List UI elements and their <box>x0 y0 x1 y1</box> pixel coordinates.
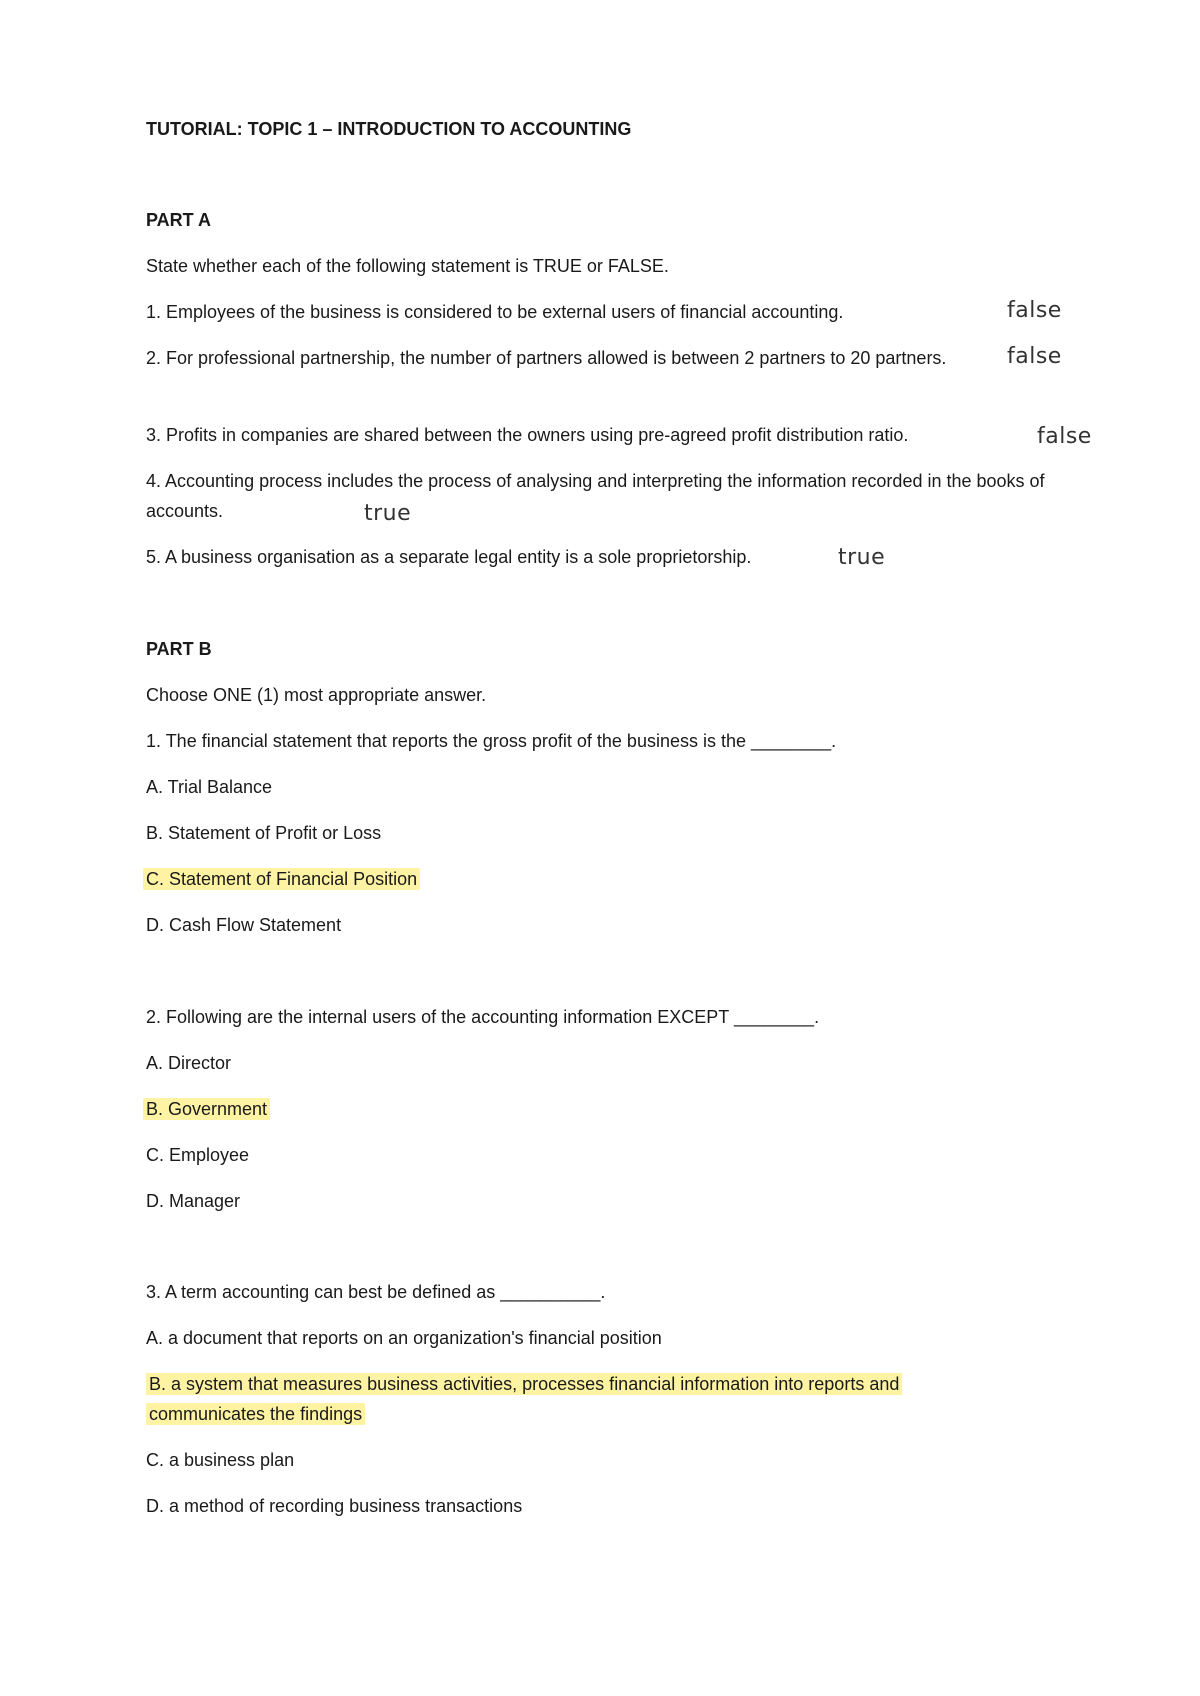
question-2-option-c: C. Employee <box>146 1145 250 1165</box>
page-title: TUTORIAL: TOPIC 1 – INTRODUCTION TO ACCOUNTING <box>146 119 632 139</box>
part-a-item-3: 3. Profits in companies are shared between the owners using pre-agreed profit distribution ratio. <box>146 425 909 445</box>
question-3-option-c: C. a business plan <box>146 1450 295 1470</box>
question-2: 2. Following are the internal users of the accounting information EXCEPT ________. <box>146 1007 820 1027</box>
part-a-item-2: 2. For professional partnership, the number of partners allowed is between 2 partners to 20 partners. <box>146 348 947 368</box>
part-b-heading: PART B <box>146 639 212 659</box>
question-1-option-a: A. Trial Balance <box>146 777 273 797</box>
highlighted-answer: C. Statement of Financial Position <box>143 868 420 890</box>
handwritten-answer-2: false <box>1007 344 1062 369</box>
part-a-instruction: State whether each of the following statement is TRUE or FALSE. <box>146 256 669 276</box>
question-2-option-b <box>146 1094 1066 1124</box>
question-1-option-c <box>146 864 1066 894</box>
question-3-option-b <box>146 1369 1006 1429</box>
part-a-item-5: 5. A business organisation as a separate legal entity is a sole proprietorship. <box>146 547 752 567</box>
question-1-option-b: B. Statement of Profit or Loss <box>146 823 382 843</box>
question-2-option-d: D. Manager <box>146 1191 241 1211</box>
question-3: 3. A term accounting can best be defined as __________. <box>146 1282 606 1302</box>
question-1: 1. The financial statement that reports the gross profit of the business is the ________. <box>146 731 837 751</box>
part-a-item-1: 1. Employees of the business is considered to be external users of financial accounting. <box>146 302 844 322</box>
highlighted-answer: B. Government <box>143 1098 270 1120</box>
part-b-instruction: Choose ONE (1) most appropriate answer. <box>146 685 487 705</box>
part-a-heading: PART A <box>146 210 211 230</box>
question-1-option-d: D. Cash Flow Statement <box>146 915 342 935</box>
handwritten-answer-3: false <box>1037 424 1092 449</box>
question-3-option-a: A. a document that reports on an organization's financial position <box>146 1328 662 1348</box>
question-2-option-a: A. Director <box>146 1053 232 1073</box>
part-a-item-4: 4. Accounting process includes the process of analysing and interpreting the information recorded in the books of accounts. <box>146 471 1045 521</box>
handwritten-answer-1: false <box>1007 298 1062 323</box>
handwritten-answer-4: true <box>364 501 412 526</box>
question-3-option-d: D. a method of recording business transactions <box>146 1496 523 1516</box>
handwritten-answer-5: true <box>838 545 886 570</box>
highlighted-answer: B. a system that measures business activities, processes financial information into reports and communicates the findings <box>146 1373 902 1425</box>
